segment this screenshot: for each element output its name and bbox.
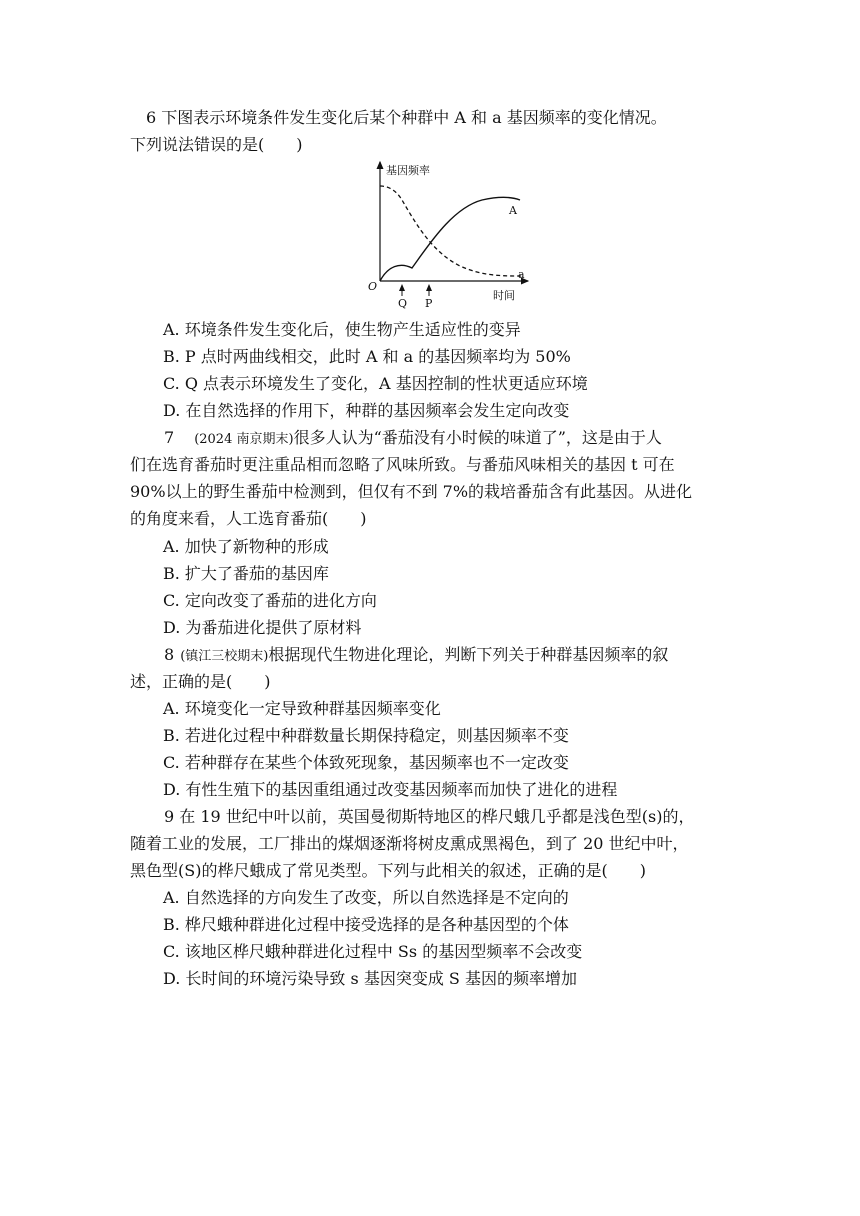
label-Q: Q xyxy=(398,297,408,310)
q7-number: 7 xyxy=(164,428,175,447)
q9-option-a: A. 自然选择的方向发生了改变，所以自然选择是不定向的 xyxy=(163,888,569,907)
label-P: P xyxy=(425,297,433,310)
q9-stem-line3: 黑色型(S)的桦尺蛾成了常见类型。下列与此相关的叙述，正确的是( ) xyxy=(130,861,646,880)
graph-xlabel: 时间 xyxy=(493,289,515,302)
q7-option-a: A. 加快了新物种的形成 xyxy=(163,537,329,556)
q7-stem-text: 很多人认为“番茄没有小时候的味道了”，这是由于人 xyxy=(293,428,662,447)
q6-option-a: A. 环境条件发生变化后，使生物产生适应性的变异 xyxy=(163,320,521,339)
q9-option-d: D. 长时间的环境污染导致 s 基因突变成 S 基因的频率增加 xyxy=(163,969,577,988)
q7-source: (2024 南京期末) xyxy=(194,432,294,447)
label-curve-a: a xyxy=(518,268,525,281)
graph-origin: O xyxy=(368,280,378,293)
q7-stem-line2: 们在选育番茄时更注重品相而忽略了风味所致。与番茄风味相关的基因 t 可在 xyxy=(130,455,675,474)
q9-option-c: C. 该地区桦尺蛾种群进化过程中 Ss 的基因型频率不会改变 xyxy=(163,942,583,961)
q8-stem-text: 根据现代生物进化理论，判断下列关于种群基因频率的叙 xyxy=(268,645,669,664)
q9-stem-line2: 随着工业的发展，工厂排出的煤烟逐渐将树皮熏成黑褐色，到了 20 世纪中叶， xyxy=(130,834,689,853)
q8-option-a: A. 环境变化一定导致种群基因频率变化 xyxy=(163,699,441,718)
q8-number: 8 xyxy=(164,645,175,664)
q6-stem-line1: 6 下图表示环境条件发生变化后某个种群中 A 和 a 基因频率的变化情况。 xyxy=(146,108,667,127)
q6-option-b: B. P 点时两曲线相交，此时 A 和 a 的基因频率均为 50% xyxy=(163,347,571,366)
q8-stem-line1 xyxy=(164,644,668,668)
q8-option-d: D. 有性生殖下的基因重组通过改变基因频率而加快了进化的进程 xyxy=(163,780,618,799)
q7-stem-line4: 的角度来看，人工选育番茄( ) xyxy=(130,509,367,528)
q8-source: (镇江三校期末) xyxy=(180,649,269,664)
q7-option-b: B. 扩大了番茄的基因库 xyxy=(163,564,329,583)
label-curve-A: A xyxy=(509,204,517,217)
gene-frequency-graph xyxy=(362,156,534,310)
q7-option-c: C. 定向改变了番茄的进化方向 xyxy=(163,591,377,610)
q9-option-b: B. 桦尺蛾种群进化过程中接受选择的是各种基因型的个体 xyxy=(163,915,569,934)
graph-ylabel: 基因频率 xyxy=(386,164,430,177)
q8-stem-line2: 述，正确的是( ) xyxy=(130,672,271,691)
q7-stem-line1 xyxy=(164,427,662,451)
q8-option-c: C. 若种群存在某些个体致死现象，基因频率也不一定改变 xyxy=(163,753,569,772)
q8-option-b: B. 若进化过程中种群数量长期保持稳定，则基因频率不变 xyxy=(163,726,569,745)
q6-option-d: D. 在自然选择的作用下，种群的基因频率会发生定向改变 xyxy=(163,401,570,420)
q6-stem-line2: 下列说法错误的是( ) xyxy=(130,135,303,154)
q6-option-c: C. Q 点表示环境发生了变化，A 基因控制的性状更适应环境 xyxy=(163,374,588,393)
q7-option-d: D. 为番茄进化提供了原材料 xyxy=(163,618,362,637)
q7-stem-line3: 90%以上的野生番茄中检测到，但仅有不到 7%的栽培番茄含有此基因。从进化 xyxy=(130,482,693,501)
curve-a-dashed xyxy=(380,186,522,276)
curve-A-solid xyxy=(380,197,520,281)
q9-stem-line1: 9 在 19 世纪中叶以前，英国曼彻斯特地区的桦尺蛾几乎都是浅色型(s)的， xyxy=(164,807,695,826)
